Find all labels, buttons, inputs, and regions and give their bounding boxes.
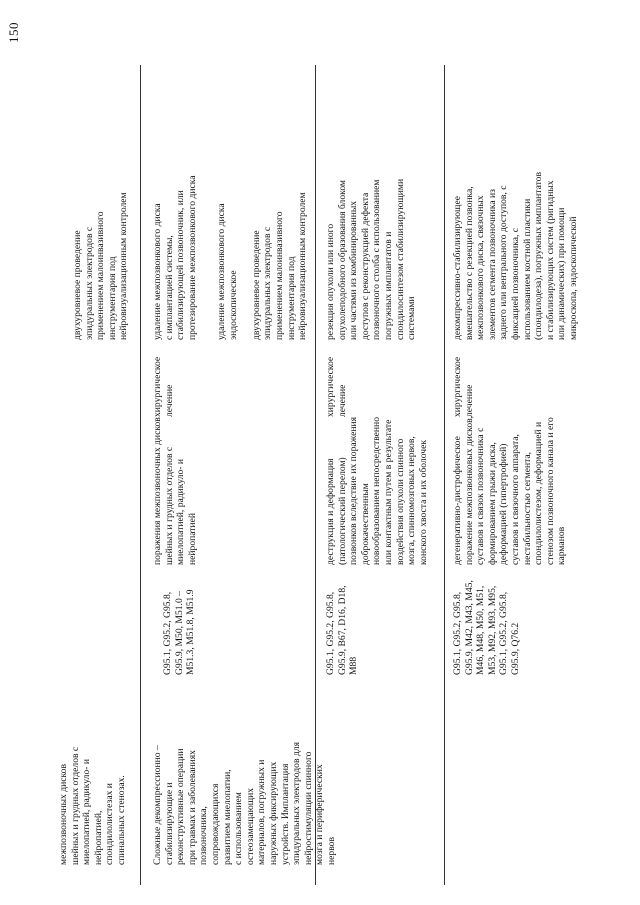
patient-model-cell: поражения межпозвоночных дисков шейных и грудных отделов с миелопатией, радикуло- и нейропатией	[152, 417, 198, 565]
method-cell: резекция опухоли или иного опухолеподобного образования блоком или частями из комбинированных доступов с реконструкцией дефекта позвоночного столба с использованием погружных имплантатов и спондилосинтезом стабилизирующими системами	[325, 178, 418, 340]
icd-codes-cell: G95.1, G95.2, G95.8, G95.9, M50, M51.0 – M51.3, M51.8, M51.9	[162, 589, 197, 675]
treatment-type-cell: хирургическое лечение	[452, 356, 475, 417]
procedure-group-cell: межпозвоночных дисков шейных и грудных отделов с миелопатией, радикуло- и нейропатией, спондилолистезах и спинальных стенозах.	[58, 746, 127, 865]
method-cell: декомпрессивно-стабилизирующее вмешательство с резекцией позвонка, межпозвонкового диска, связочных элементов сегмента позвоночника из заднего или вентрального доступов, с фиксацией позвоночника, с использованием костной пластики (спондилодеза), погружных имплантатов и стабилизирующих систем (ригидных или динамических) при помощи микроскопа, эндоскопической	[452, 172, 579, 340]
patient-model-cell: дегенеративно-дистрофическое поражение межпозвонковых дисков, суставов и связок позвоночника с формированием грыжи диска, деформацией (гипертрофией) суставов и связочного аппарата, нестабильностью сегмента, спондилолистезом, деформацией и стенозом позвоночного канала и его карманов	[452, 415, 568, 565]
icd-codes-cell: G95.1, G95.2, G95.8, G95.9, M42, M43, M45, M46, M48, M50, M51, M53, M92, M93, M95, G95.1, G95.2, G95.8, G95.9, Q76.2	[452, 580, 521, 675]
treatment-type-cell: хирургическое лечение	[325, 356, 348, 417]
procedure-group-cell: Сложные декомпрессионно – стабилизирующие и реконструктивные операции при травмах и заболеваниях позвоночника, сопровождающихся развитием миелопатии, с использованием остеозамещающих материалов, погружных и наружных фиксирующих устройств. Имплантация эпидуральных электродов для нейростимуляции спинного мозга и периферических нервов	[152, 742, 337, 865]
method-cell: удаление межпозвонкового диска с имплантацией системы, стабилизирующей позвоночник, или протезирование межпозвонкового диска	[152, 175, 198, 340]
icd-codes-cell: G95.1, G95.2, G95.8, G95.9, B67, D16, D18, M88	[325, 585, 360, 675]
method-cell: удаление межпозвонкового диска эндоскопическое двухуровневое проведение эпидуральных электродов с применением малоинвазивного инструментария под нейровизуализационным контролем	[216, 192, 309, 340]
method-cell: двухуровневое проведение эпидуральных электродов с применением малоинвазивного инструментария под нейровизуализационным контролем	[72, 192, 130, 340]
row-divider	[140, 65, 141, 885]
row-divider	[444, 65, 445, 885]
treatment-type-cell: хирургическое лечение	[152, 356, 175, 417]
patient-model-cell: деструкция и деформация (патологический перелом) позвонков вследствие их поражения доброкачественным новообразованием непосредственно или контактным путем в результате воздействия опухоли спинного мозга, спинномозговых нервов, конского хвоста и их оболочек	[325, 416, 429, 565]
page-number: 150	[6, 22, 21, 43]
